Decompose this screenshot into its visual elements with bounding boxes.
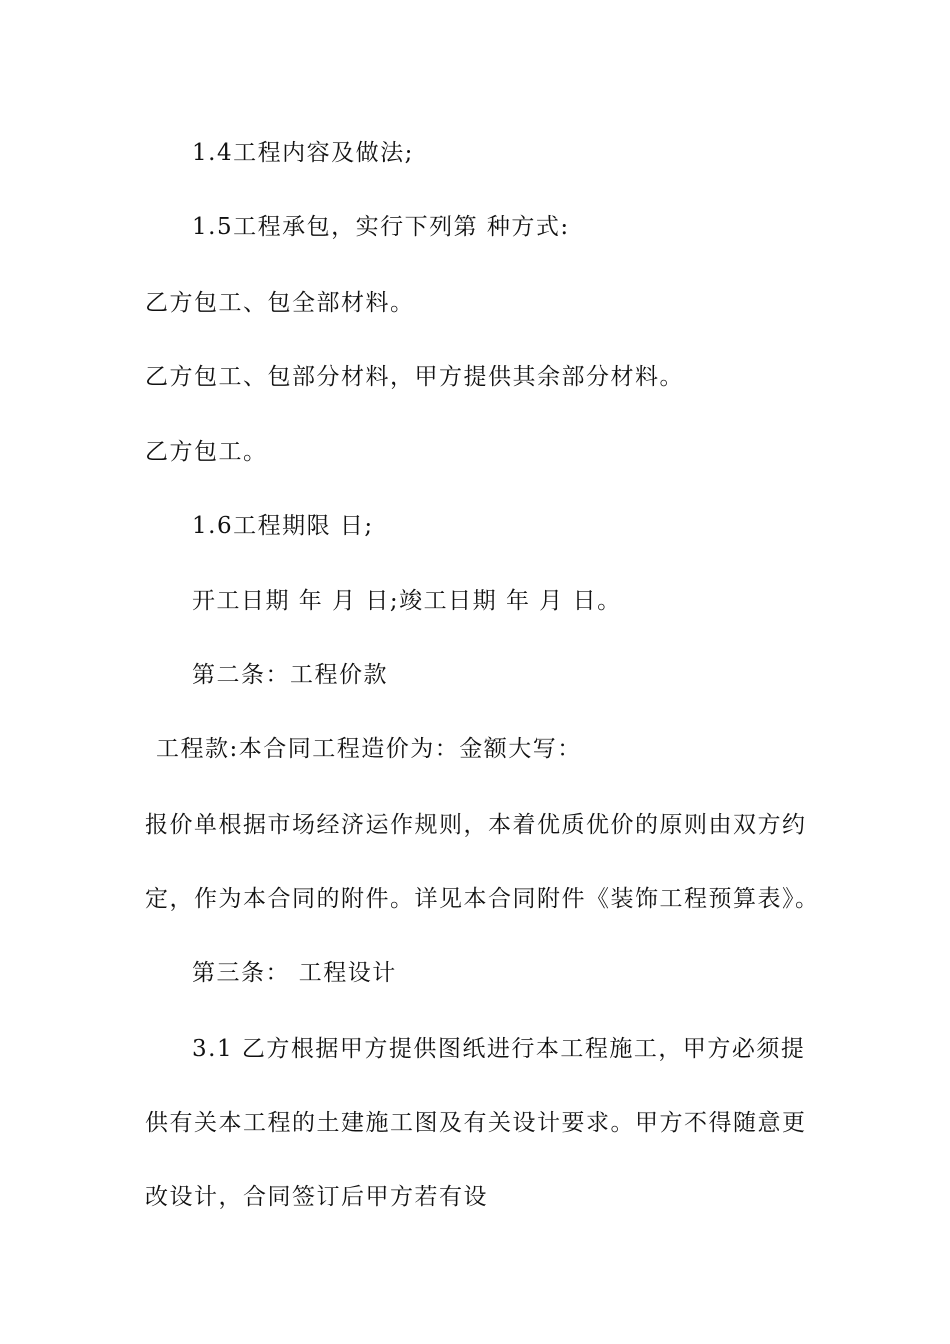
- clause-1-6: 1.6工程期限 日;: [192, 513, 374, 539]
- option-labor-only: 乙方包工。: [145, 439, 268, 465]
- quotation-paragraph-line-1: 报价单根据市场经济运作规则，本着优质优价的原则由双方约: [145, 812, 807, 838]
- article-3-heading: 第三条： 工程设计: [192, 960, 397, 986]
- option-full-materials: 乙方包工、包全部材料。: [145, 290, 415, 316]
- schedule-dates: 开工日期 年 月 日;竣工日期 年 月 日。: [192, 588, 622, 614]
- option-partial-materials: 乙方包工、包部分材料，甲方提供其余部分材料。: [145, 364, 684, 390]
- article-2-heading: 第二条：工程价款: [192, 662, 388, 688]
- clause-1-5: 1.5工程承包，实行下列第 种方式:: [192, 214, 570, 240]
- clause-3-1-line-2: 供有关本工程的土建施工图及有关设计要求。甲方不得随意更: [145, 1110, 807, 1136]
- clause-3-1-line-1: 3.1 乙方根据甲方提供图纸进行本工程施工，甲方必须提: [192, 1036, 806, 1062]
- clause-1-4: 1.4工程内容及做法;: [192, 140, 414, 166]
- contract-price-line: 工程款:本合同工程造价为：金额大写：: [156, 736, 582, 762]
- clause-3-1-line-3: 改设计，合同签订后甲方若有设: [145, 1184, 488, 1210]
- quotation-paragraph-line-2: 定，作为本合同的附件。详见本合同附件《装饰工程预算表》。: [145, 886, 820, 912]
